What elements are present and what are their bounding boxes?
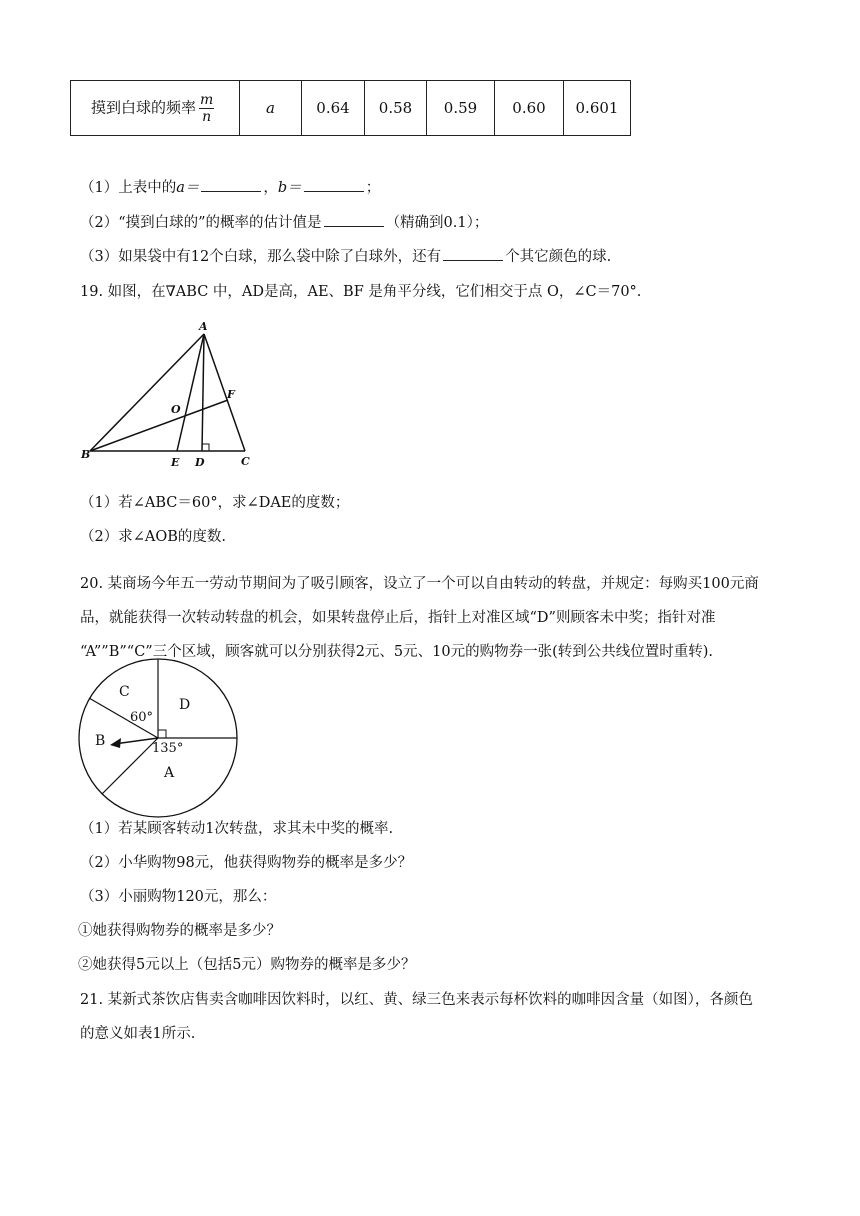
region-label-B: B (95, 733, 106, 749)
table-cell: 0.58 (365, 81, 427, 136)
segment-AB (90, 334, 204, 451)
answer-blank[interactable] (304, 177, 364, 192)
table-row (71, 81, 631, 136)
q18-part1 (80, 177, 380, 199)
table-cell: 0.60 (495, 81, 564, 136)
angle-label-135: 135° (152, 741, 184, 756)
table-cell: 0.64 (302, 81, 365, 136)
angle-label-60: 60° (130, 710, 154, 725)
label-A: A (199, 320, 208, 333)
q20-part2: （2）小华购物98元，他获得购物券的概率是多少？ (80, 855, 413, 871)
right-angle-mark (202, 444, 209, 451)
table-row-label (71, 81, 240, 136)
q18-part2-text: （2）“摸到白球的”的概率的估计值是 (80, 215, 322, 231)
triangle-figure (78, 318, 268, 474)
segment-BF (90, 400, 228, 451)
divider-lower-left (102, 738, 158, 794)
region-label-D: D (179, 697, 191, 713)
q19-part2: （2）求∠AOB的度数. (80, 529, 226, 545)
answer-blank[interactable] (443, 246, 503, 261)
q18-var-b: b＝ (277, 180, 302, 196)
table-cell: 0.59 (427, 81, 495, 136)
segment-AE (177, 334, 204, 451)
label-D: D (195, 456, 205, 469)
q21-stem-line2: 的意义如表1所示. (80, 1026, 196, 1042)
q20-part3: （3）小丽购物120元，那么： (80, 889, 277, 905)
q18-part1-text: （1）上表中的 (80, 180, 177, 196)
q20-stem-line2: 品，就能获得一次转动转盘的机会，如果转盘停止后，指针上对准区域“D”则顾客未中奖；指针对准 (80, 610, 716, 626)
region-label-A: A (164, 765, 175, 781)
q18-part3 (80, 246, 611, 268)
frequency-table (70, 80, 631, 136)
q20-stem-line3: “A””B”“C”三个区域，顾客就可以分别获得2元、5元、10元的购物券一张(转到公共线位置时重转). (80, 644, 714, 660)
q18-part3-text: （3）如果袋中有12个白球，那么袋中除了白球外，还有 (80, 249, 442, 265)
q18-var-a: a＝ (176, 180, 200, 196)
spinner-figure (76, 656, 240, 820)
region-label-C: C (119, 684, 130, 700)
pointer-arrowhead (110, 738, 121, 748)
semicolon: ； (365, 180, 381, 196)
answer-blank[interactable] (201, 177, 261, 192)
q20-part3b: ②她获得5元以上（包括5元）购物券的概率是多少？ (78, 957, 416, 973)
q19-part1: （1）若∠ABC＝60°，求∠DAE的度数； (80, 495, 350, 511)
label-E: E (171, 456, 180, 469)
row-label-text: 摸到白球的频率 (91, 98, 197, 116)
label-B: B (81, 448, 91, 461)
q19-stem: 19. 如图，在∇ABC 中，AD是高，AE、BF 是角平分线，它们相交于点 O，∠C＝70°. (80, 284, 642, 300)
label-O: O (171, 403, 181, 416)
q18-part2 (80, 212, 488, 234)
q20-part3a: ①她获得购物券的概率是多少？ (78, 923, 281, 939)
table-cell: 0.601 (564, 81, 631, 136)
label-F: F (227, 388, 235, 401)
fraction-numerator: m (200, 91, 214, 108)
q20-stem-line1: 20. 某商场今年五一劳动节期间为了吸引顾客，设立了一个可以自由转动的转盘，并规定：每购买100元商 (80, 576, 759, 592)
fraction-denominator: n (202, 108, 212, 125)
label-C: C (241, 455, 250, 468)
segment-AC (204, 334, 245, 451)
comma: ， (263, 180, 278, 196)
q20-part1: （1）若某顾客转动1次转盘，求其未中奖的概率. (80, 821, 394, 837)
segment-AD (202, 334, 204, 451)
right-angle-mark (158, 730, 166, 738)
q21-stem-line1: 21. 某新式茶饮店售卖含咖啡因饮料时，以红、黄、绿三色来表示每杯饮料的咖啡因含量（如图），各颜色 (80, 992, 753, 1008)
fraction-m-over-n (199, 92, 214, 125)
table-cell: a (240, 81, 302, 136)
q18-part3-tail: 个其它颜色的球. (505, 249, 612, 265)
q18-part2-tail: （精确到0.1）； (385, 215, 489, 231)
answer-blank[interactable] (324, 212, 384, 227)
